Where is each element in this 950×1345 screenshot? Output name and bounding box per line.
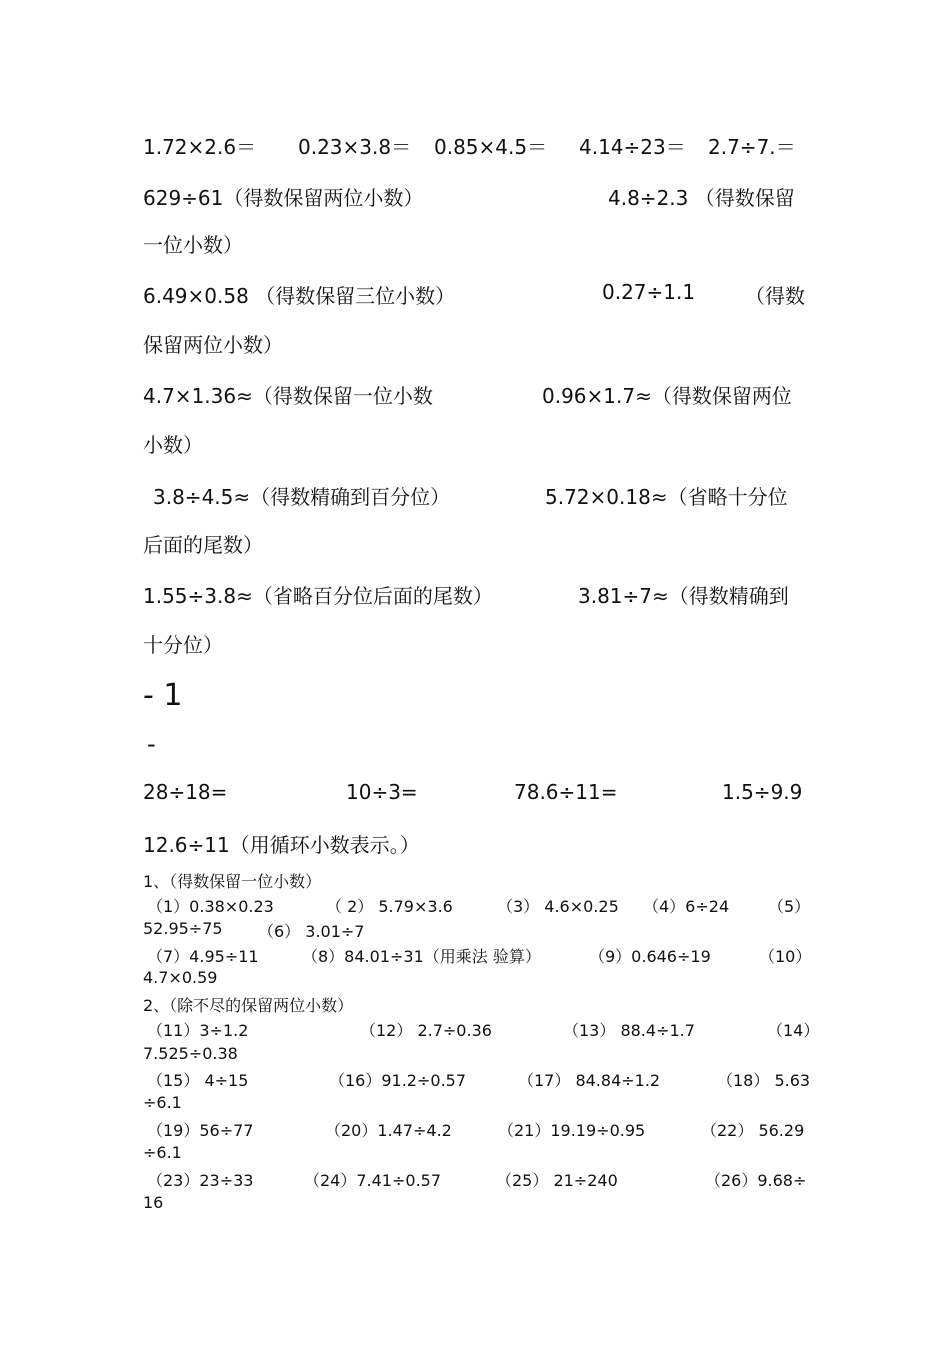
- exercise-item: （9）0.646÷19: [589, 947, 711, 966]
- exercise-item: 7.525÷0.38: [143, 1044, 238, 1063]
- exercise-item: （8）84.01÷31（用乘法 验算）: [302, 947, 541, 966]
- exercise-item: 4.7×0.59: [143, 968, 218, 987]
- rounding-problem: 6.49×0.58 （得数保留三位小数）: [143, 284, 456, 308]
- page-dash: -: [147, 730, 156, 758]
- exercise-item: （25） 21÷240: [496, 1171, 618, 1190]
- exercise-item: （16）91.2÷0.57: [329, 1071, 467, 1090]
- exercise-item: （18） 5.63: [717, 1071, 811, 1090]
- division-problem: 78.6÷11=: [514, 780, 618, 804]
- exercise-item: （7）4.95÷11: [147, 947, 259, 966]
- exercise-item: （5）: [768, 897, 811, 916]
- problem-3: 0.85×4.5＝: [434, 135, 548, 159]
- exercise-item: （15） 4÷15: [147, 1071, 249, 1090]
- exercise-item: 52.95÷75: [143, 919, 223, 938]
- rounding-problem-cont: 保留两位小数）: [143, 333, 283, 357]
- rounding-problem: 0.96×1.7≈（得数保留两位: [542, 384, 792, 408]
- exercise-item: （14）: [767, 1021, 820, 1040]
- exercise-item: （4）6÷24: [643, 897, 730, 916]
- problem-1: 1.72×2.6＝: [143, 135, 257, 159]
- exercise-item: （20）1.47÷4.2: [325, 1121, 452, 1140]
- division-problem: 1.5÷9.9: [722, 780, 803, 804]
- rounding-problem: 0.27÷1.1: [602, 280, 696, 304]
- section-1-title: 1、（得数保留一位小数）: [143, 872, 322, 891]
- rounding-problem: 629÷61（得数保留两位小数）: [143, 186, 424, 210]
- problem-2: 0.23×3.8＝: [298, 135, 412, 159]
- exercise-item: （ 2） 5.79×3.6: [326, 897, 453, 916]
- rounding-problem-note: （得数: [745, 284, 805, 308]
- rounding-problem-cont: 一位小数）: [143, 233, 243, 257]
- exercise-item: （24）7.41÷0.57: [304, 1171, 442, 1190]
- exercise-item: （22） 56.29: [701, 1121, 805, 1140]
- exercise-item: （10）: [759, 947, 812, 966]
- exercise-item: ÷6.1: [143, 1093, 182, 1112]
- exercise-item: （3） 4.6×0.25: [497, 897, 619, 916]
- problem-5: 2.7÷7.＝: [708, 135, 796, 159]
- rounding-problem-cont: 后面的尾数）: [143, 533, 263, 557]
- exercise-item: ÷6.1: [143, 1143, 182, 1162]
- repeating-decimal-problem: 12.6÷11（用循环小数表示。）: [143, 833, 420, 857]
- section-2-title: 2、（除不尽的保留两位小数）: [143, 996, 354, 1015]
- exercise-item: （23）23÷33: [147, 1171, 254, 1190]
- division-problem: 28÷18=: [143, 780, 228, 804]
- exercise-item: （21）19.19÷0.95: [498, 1121, 646, 1140]
- division-problem: 10÷3=: [346, 780, 418, 804]
- rounding-problem: 3.81÷7≈（得数精确到: [578, 584, 789, 608]
- exercise-item: （17） 84.84÷1.2: [518, 1071, 661, 1090]
- rounding-problem: 4.8÷2.3 （得数保留: [608, 186, 795, 210]
- rounding-problem: 3.8÷4.5≈（得数精确到百分位）: [153, 485, 451, 509]
- rounding-problem-cont: 十分位）: [143, 633, 223, 657]
- exercise-item: （19）56÷77: [147, 1121, 254, 1140]
- page-number: - 1: [143, 678, 183, 713]
- exercise-item: （13） 88.4÷1.7: [563, 1021, 695, 1040]
- exercise-item: 16: [143, 1193, 164, 1212]
- rounding-problem: 4.7×1.36≈（得数保留一位小数: [143, 384, 433, 408]
- exercise-item: （11）3÷1.2: [147, 1021, 249, 1040]
- problem-4: 4.14÷23＝: [579, 135, 686, 159]
- rounding-problem-cont: 小数）: [143, 433, 203, 457]
- rounding-problem: 1.55÷3.8≈（省略百分位后面的尾数）: [143, 584, 493, 608]
- exercise-item: （26）9.68÷: [705, 1171, 807, 1190]
- exercise-item: （1）0.38×0.23: [147, 897, 274, 916]
- exercise-item: （12） 2.7÷0.36: [360, 1021, 492, 1040]
- exercise-item: （6） 3.01÷7: [258, 922, 365, 941]
- rounding-problem: 5.72×0.18≈（省略十分位: [545, 485, 788, 509]
